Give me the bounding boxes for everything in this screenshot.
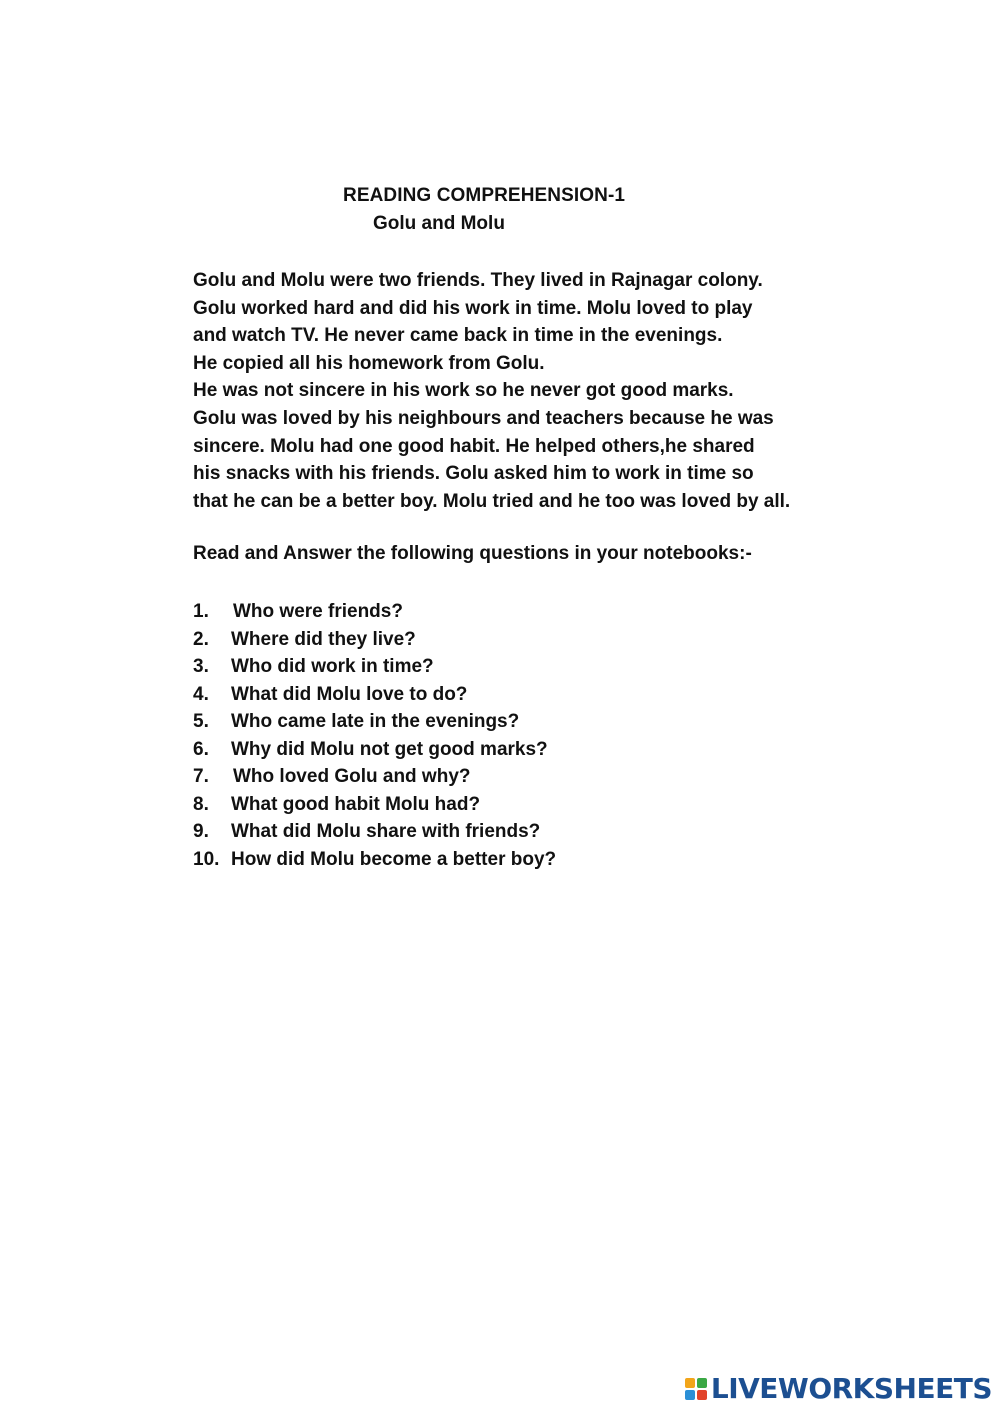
question-number: 3.: [193, 656, 209, 677]
passage-line: his snacks with his friends. Golu asked him to work in time so: [193, 463, 754, 485]
passage-line: that he can be a better boy. Molu tried and he too was loved by all.: [193, 490, 791, 512]
passage-line: sincere. Molu had one good habit. He helped others,he shared: [193, 435, 755, 457]
reading-passage: [193, 267, 893, 515]
question-text: What did Molu love to do?: [231, 683, 468, 705]
question-text: How did Molu become a better boy?: [231, 848, 557, 870]
question-item: [193, 736, 556, 764]
question-number: 7.: [193, 766, 209, 787]
question-number: 4.: [193, 683, 209, 705]
question-text: Who came late in the evenings?: [231, 711, 520, 732]
question-text: What did Molu share with friends?: [231, 821, 541, 842]
story-title: Golu and Molu: [373, 213, 505, 234]
question-number: 1.: [193, 601, 209, 622]
passage-line: He copied all his homework from Golu.: [193, 352, 545, 374]
question-instruction: Read and Answer the following questions in your notebooks:-: [193, 543, 752, 564]
question-item: [193, 791, 556, 819]
worksheet-title: READING COMPREHENSION-1: [343, 185, 626, 206]
liveworksheets-logo-icon: [685, 1378, 707, 1400]
question-item: [193, 818, 556, 846]
question-number: 10.: [193, 848, 220, 870]
question-text: Where did they live?: [231, 628, 416, 650]
question-item: [193, 626, 556, 654]
question-text: Why did Molu not get good marks?: [231, 738, 548, 760]
question-item: [193, 681, 556, 709]
passage-line: He was not sincere in his work so he never got good marks.: [193, 380, 734, 402]
question-number: 9.: [193, 821, 209, 842]
question-number: 2.: [193, 628, 209, 650]
question-item: [193, 653, 556, 681]
passage-line: Golu was loved by his neighbours and teachers because he was: [193, 407, 774, 429]
passage-line: Golu and Molu were two friends. They lived in Rajnagar colony.: [193, 270, 763, 291]
question-number: 6.: [193, 738, 209, 760]
question-item: [193, 763, 556, 791]
passage-line: Golu worked hard and did his work in time. Molu loved to play: [193, 297, 753, 319]
question-text: Who did work in time?: [231, 656, 434, 677]
question-item: [193, 846, 556, 874]
question-item: [193, 708, 556, 736]
liveworksheets-watermark: [685, 1372, 992, 1405]
question-item: [193, 598, 556, 626]
question-text: What good habit Molu had?: [231, 793, 481, 815]
question-list: [193, 598, 556, 873]
question-number: 8.: [193, 793, 209, 815]
question-text: Who were friends?: [233, 601, 403, 622]
question-text: Who loved Golu and why?: [233, 766, 471, 787]
question-number: 5.: [193, 711, 209, 732]
passage-line: and watch TV. He never came back in time in the evenings.: [193, 325, 723, 347]
watermark-text: LIVEWORKSHEETS: [710, 1372, 992, 1405]
